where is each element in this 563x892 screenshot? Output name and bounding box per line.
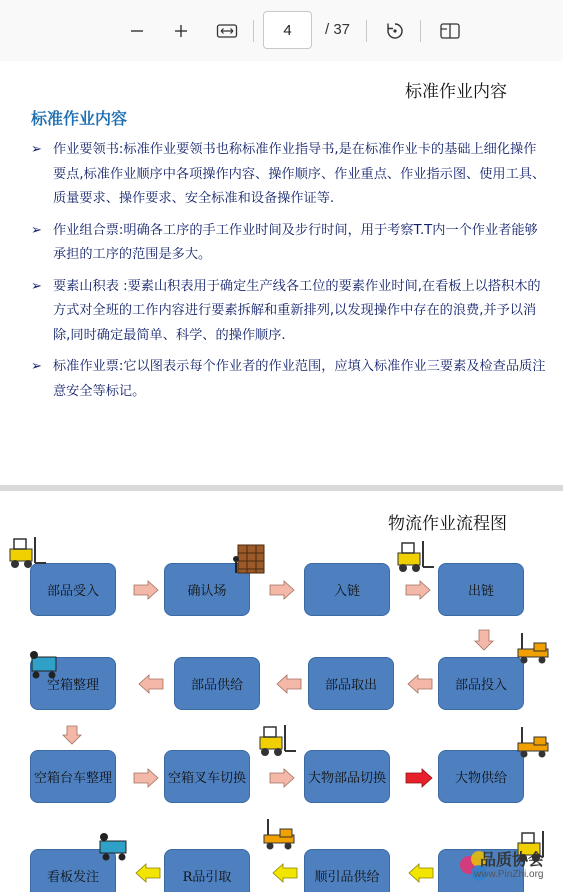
flow-box: 顺引品供给: [304, 849, 390, 892]
document-page: [0, 491, 563, 892]
minus-icon: [129, 23, 145, 39]
arrow-left-icon: [408, 863, 434, 883]
arrow-right-icon: [269, 580, 295, 600]
forklift-icon: [4, 535, 48, 571]
tugger-cart-icon: [258, 817, 302, 851]
arrow-left-icon: [276, 674, 302, 694]
zoom-in-button[interactable]: [166, 14, 196, 48]
pallet-rack-icon: [230, 543, 270, 577]
page-total-label: / 37: [325, 21, 351, 38]
document-page: [0, 61, 563, 485]
forklift-icon: [254, 723, 298, 759]
zoom-out-button[interactable]: [122, 14, 152, 48]
arrow-left-icon: [272, 863, 298, 883]
bullet-arrow-icon: ➢: [31, 278, 42, 294]
flow-box: R品引取: [164, 849, 250, 892]
plus-icon: [173, 23, 189, 39]
arrow-left-icon: [135, 863, 161, 883]
flow-box: 部品供给: [174, 657, 260, 710]
page-number-input[interactable]: 4: [263, 11, 312, 49]
flow-box: 空箱台车整理: [30, 750, 116, 803]
arrow-right-icon: [133, 580, 159, 600]
fit-width-button[interactable]: [212, 14, 242, 48]
bullet-list: [31, 138, 546, 411]
rotate-icon: [385, 21, 405, 41]
bullet-arrow-icon: ➢: [31, 222, 42, 238]
worker-cart-icon: [94, 831, 134, 863]
rotate-button[interactable]: [380, 14, 410, 48]
arrow-left-icon: [138, 674, 164, 694]
two-page-view-icon: [439, 22, 461, 40]
slide-title: 物流作业流程图: [388, 514, 507, 534]
list-item: ➢ 要素山积表 :要素山积表用于确定生产线各工位的要素作业时间,在看板上以搭积木的方式对全班的工作内容进行要素拆解和重新排列,以发现操作中存在的浪费,并予以消除,同时确定最简单、科学、的操作顺序.: [31, 275, 546, 349]
section-heading: 标准作业内容: [31, 109, 128, 128]
flow-box: 部品取出: [308, 657, 394, 710]
viewer-toolbar: [0, 0, 563, 62]
list-item: ➢ 作业组合票:明确各工序的手工作业时间及步行时间，用于考察T.T内一个作业者能够承担的工序的范围是多大。: [31, 219, 546, 268]
bullet-arrow-icon: ➢: [31, 142, 42, 157]
bullet-arrow-icon: ➢: [31, 359, 42, 374]
arrow-down-icon: [62, 725, 82, 745]
list-item: ➢ 标准作业票:它以图表示每个作业者的作业范围，应填入标准作业三要素及检查品质注意安全等标记。: [31, 355, 546, 404]
flow-box: 大物供给: [438, 750, 524, 803]
flow-box: 部品投入: [438, 657, 524, 710]
slide-title: 标准作业内容: [405, 82, 507, 102]
arrow-right-icon: [133, 768, 159, 788]
flow-box: 出链: [438, 563, 524, 616]
watermark-title: 品质协会: [480, 850, 545, 869]
flow-box: 空箱叉车切换: [164, 750, 250, 803]
flow-box: 确认场: [164, 563, 250, 616]
tugger-cart-icon: [512, 631, 556, 665]
cleaning-cart-icon: [24, 649, 64, 681]
arrow-right-icon: [269, 768, 295, 788]
flow-box: 入链: [304, 563, 390, 616]
arrow-down-icon: [474, 629, 494, 651]
watermark-url: www.PinZhi.org: [474, 869, 544, 880]
flow-box: 大物部品切换: [304, 750, 390, 803]
flow-box: 部品受入: [30, 563, 116, 616]
flow-box: 看板发注: [30, 849, 116, 892]
forklift-icon: [392, 539, 436, 575]
arrow-right-icon: [405, 580, 431, 600]
flow-box: 空箱整理: [30, 657, 116, 710]
toolbar-divider: [366, 20, 367, 42]
arrow-right-highlight-icon: [405, 768, 433, 788]
arrow-left-icon: [407, 674, 433, 694]
two-page-view-button[interactable]: [435, 14, 465, 48]
toolbar-divider: [253, 20, 254, 42]
list-item: ➢ 作业要领书:标准作业要领书也称标准作业指导书,是在标准作业卡的基础上细化操作要点,标准作业顺序中各项操作内容、操作顺序、作业重点、作业指示图、使用工具、质量要求、操作要求、安全标准和设备操作证等.: [31, 138, 546, 212]
toolbar-divider: [420, 20, 421, 42]
tugger-cart-icon: [512, 725, 556, 759]
fit-width-icon: [216, 23, 238, 39]
